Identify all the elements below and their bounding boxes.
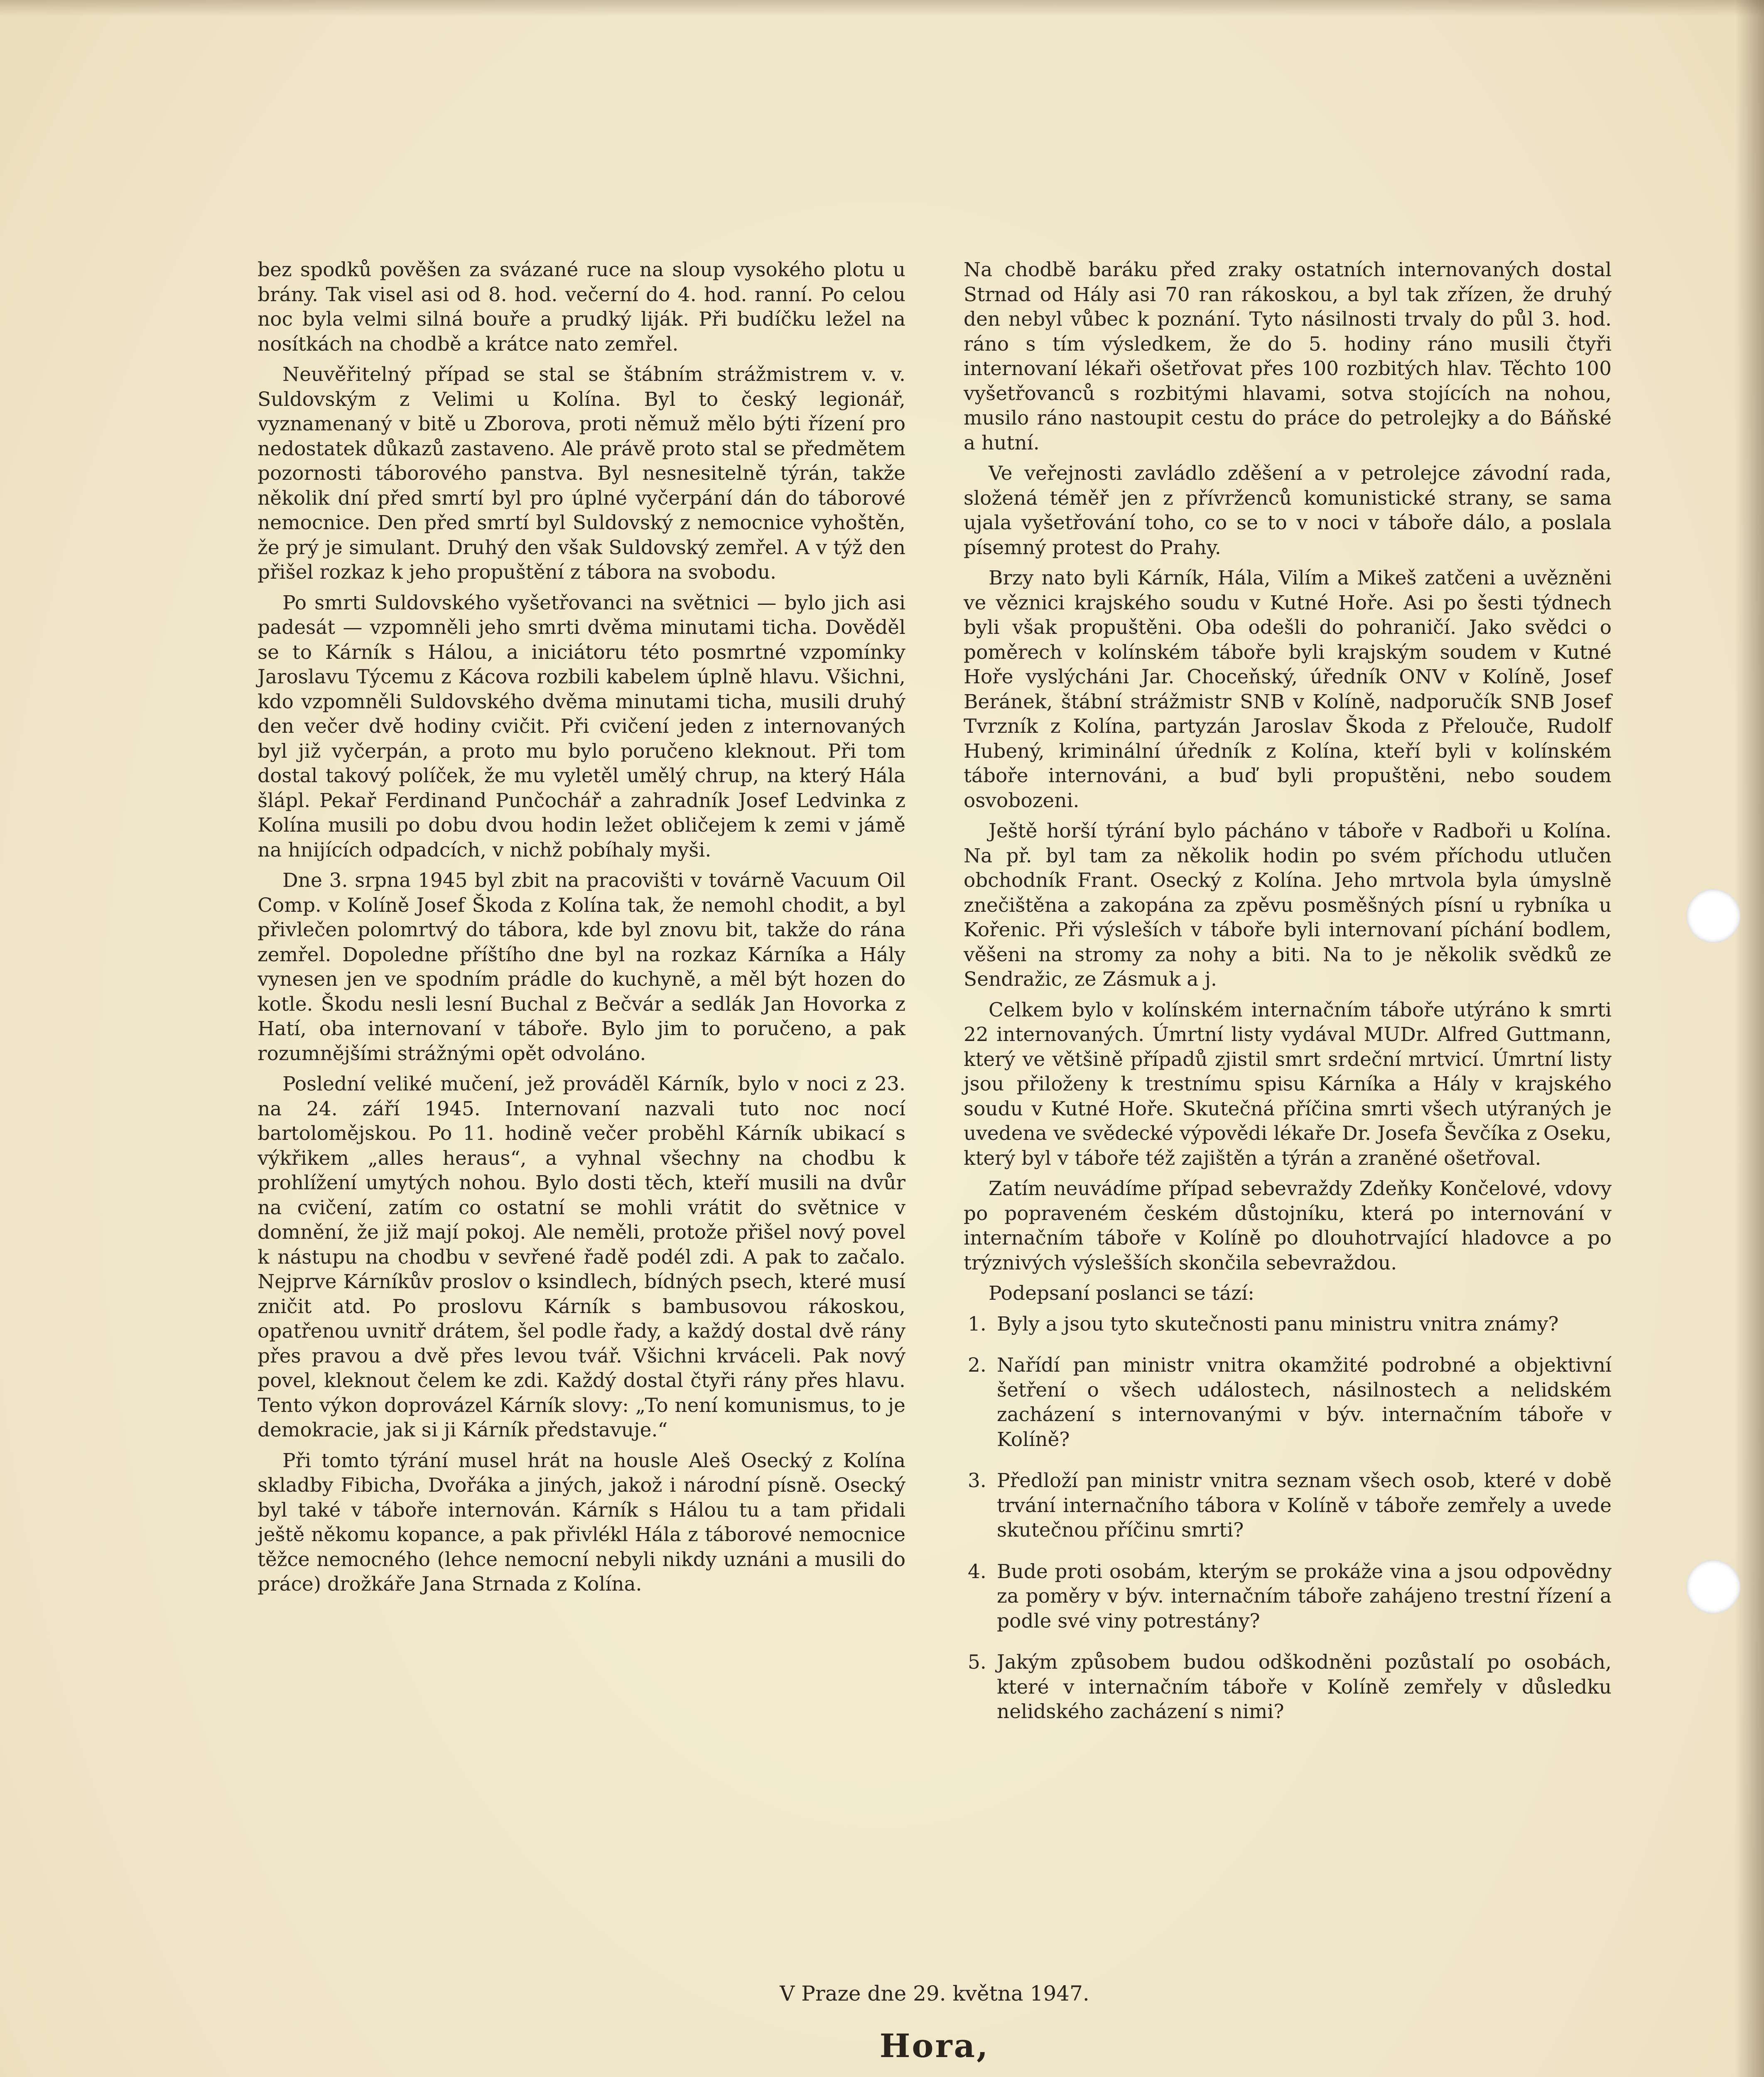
question-item [964,1468,1612,1543]
date-line: V Praze dne 29. května 1947. [780,1981,1089,2006]
question-number: 1. [968,1312,986,1336]
lead-signatory: Hora, [879,2027,990,2065]
question-item [964,1312,1612,1337]
question-number: 4. [968,1560,986,1583]
paragraph: Celkem bylo v kolínském internačním táboře utýráno k smrti 22 internovaných. Úmrtní listy vydával MUDr. Alfred Guttmann, který ve většině případů zjistil smrt srdeční mrtvicí. Úmrtní listy jsou přiloženy k trestnímu spisu Kárníka a Hály v krajského soudu v Kutné Hoře. Skutečná příčina smrti všech utýraných je uvedena ve svědecké výpovědi lékaře Dr. Josefa Ševčíka z Oseku, který byl v táboře též zajištěn a týrán a zraněné ošetřoval. [964,998,1612,1170]
paragraph: Dne 3. srpna 1945 byl zbit na pracovišti v továrně Vacuum Oil Comp. v Kolíně Josef Škoda z Kolína tak, že nemohl chodit, a byl přivlečen polomrtvý do tábora, kde byl znovu bit, takže do rána zemřel. Dopoledne příštího dne byl na rozkaz Kárníka a Hály vynesen jen ve spodním prádle do kuchyně, a měl být hozen do kotle. Škodu nesli lesní Buchal z Bečvár a sedlák Jan Hovorka z Hatí, oba internovaní v táboře. Bylo jim to poručeno, a pak rozumnějšími strážnými opět odvoláno. [258,869,905,1065]
left-column [258,258,905,1741]
paragraph: Na chodbě baráku před zraky ostatních internovaných dostal Strnad od Hály asi 70 ran rákoskou, a byl tak zřízen, že druhý den nebyl vůbec k poznání. Tyto násilnosti trvaly do půl 3. hod. ráno s tím výsledkem, že do 5. hodiny ráno musili čtyři internovaní lékaři ošetřovat přes 100 rozbitých hlav. Těchto 100 vyšetřovanců s rozbitými hlavami, sotva stojících na nohou, musilo ráno nastoupit cestu do práce do petrolejky a do Báňské a hutní. [964,258,1612,454]
paragraph: Brzy nato byli Kárník, Hála, Vilím a Mikeš zatčeni a uvězněni ve věznici krajského soudu v Kutné Hoře. Asi po šesti týdnech byli však propuštěni. Oba odešli do pohraničí. Jako svědci o poměrech v kolínském táboře byli krajským soudem v Kutné Hoře vyslýcháni Jar. Choceňský, úředník ONV v Kolíně, Josef Beránek, štábní strážmistr SNB v Kolíně, nadporučík SNB Josef Tvrzník z Kolína, partyzán Jaroslav Škoda z Přelouče, Rudolf Hubený, kriminální úředník z Kolína, kteří byli v kolínském táboře internováni, a buď byli propuštěni, nebo soudem osvobozeni. [964,567,1612,812]
question-text: Předloží pan ministr vnitra seznam všech osob, které v době trvání internačního tábora v Kolíně v táboře zemřely a uvede skutečnou příčinu smrti? [997,1469,1612,1542]
question-text: Bude proti osobám, kterým se prokáže vina a jsou odpovědny za poměry v býv. internačním táboře zahájeno trestní řízení a podle své viny potrestány? [997,1560,1612,1633]
question-text: Byly a jsou tyto skutečnosti panu ministru vnitra známy? [997,1312,1559,1336]
question-number: 5. [968,1651,986,1674]
paragraph: Ve veřejnosti zavládlo zděšení a v petrolejce závodní rada, složená téměř jen z přívrženců komunistické strany, se sama ujala vyšetřování toho, co se to v noci v táboře dálo, a poslala písemný protest do Prahy. [964,462,1612,559]
question-number: 3. [968,1469,986,1492]
question-text: Jakým způsobem budou odškodněni pozůstalí po osobách, které v internačním táboře v Kolíně zemřely v důsledku nelidského zacházení s nimi? [997,1651,1612,1723]
paragraph: Při tomto týrání musel hrát na housle Aleš Osecký z Kolína skladby Fibicha, Dvořáka a jiných, jakož i národní písně. Osecký byl také v táboře internován. Kárník s Hálou tu a tam přidali ještě někomu kopance, a pak přivlékl Hála z táborové nemocnice těžce nemocného (lehce nemocní nebyli nikdy uznáni a musili do práce) drožkáře Jana Strnada z Kolína. [258,1449,905,1596]
questions-intro: Podepsaní poslanci se tází: [989,1282,1254,1305]
paragraph: Poslední veliké mučení, jež prováděl Kárník, bylo v noci z 23. na 24. září 1945. Internovaní nazvali tuto noc nocí bartolomějskou. Po 11. hodině večer proběhl Kárník ubikací s výkřikem „alles heraus“, a vyhnal všechny na chodbu k prohlížení umytých nohou. Bylo dosti těch, kteří musili na dvůr na cvičení, zatím co ostatní se mohli vrátit do světnice v domnění, že již mají pokoj. Ale neměli, protože přišel nový povel k nástupu na chodbu v sevřené řadě podél zdi. A pak to začalo. Nejprve Kárníkův proslov o ksindlech, bídných psech, které musí zničit atd. Po proslovu Kárník s bambusovou rákoskou, opatřenou uvnitř drátem, šel podle řady, a každý dostal dvě rány přes pravou a dvě přes levou tvář. Všichni krváceli. Pak nový povel, kleknout čelem ke zdi. Každý dostal čtyři rány přes hlavu. Tento výkon doprovázel Kárník slovy: „To není komunismus, to je demokracie, jak si ji Kárník představuje.“ [258,1073,905,1441]
page-top-edge [0,0,1764,17]
question-item [964,1559,1612,1634]
paragraph: Po smrti Suldovského vyšetřovanci na světnici — bylo jich asi padesát — vzpomněli jeho smrti dvěma minutami ticha. Dověděl se to Kárník s Hálou, a iniciátoru této posmrtné vzpomínky Jaroslavu Týcemu z Kácova rozbili kabelem úplně hlavu. Všichni, kdo vzpomněli Suldovského dvěma minutami ticha, musili druhý den večer dvě hodiny cvičit. Při cvičení jeden z internovaných byl již vyčerpán, a proto mu bylo poručeno kleknout. Při tom dostal takový políček, že mu vyletěl umělý chrup, na který Hála šlápl. Pekař Ferdinand Punčochář a zahradník Josef Ledvinka z Kolína musili po dobu dvou hodin ležet obličejem k zemi v jámě na hnijících odpadcích, v nichž pobíhaly myši. [258,591,905,862]
question-number: 2. [968,1354,986,1377]
questions-list [964,1312,1612,1724]
punch-hole [1686,1560,1740,1614]
question-item [964,1353,1612,1452]
paragraph: bez spodků pověšen za svázané ruce na sloup vysokého plotu u brány. Tak visel asi od 8. hod. večerní do 4. hod. ranní. Po celou noc byla velmi silná bouře a prudký liják. Při budíčku ležel na nosítkách na chodbě a krátce nato zemřel. [258,258,905,356]
paragraph: Neuvěřitelný případ se stal se štábním strážmistrem v. v. Suldovským z Velimi u Kolína. Byl to český legionář, vyznamenaný v bitě u Zborova, proti němuž mělo býti řízení pro nedostatek důkazů zastaveno. Ale právě proto stal se předmětem pozornosti táborového panstva. Byl nesnesitelně týrán, takže několik dní před smrtí byl pro úplné vyčerpání dán do táborové nemocnice. Den před smrtí byl Suldovský z nemocnice vyhoštěn, že prý je simulant. Druhý den však Suldovský zemřel. A v týž den přišel rozkaz k jeho propuštění z tábora na svobodu. [258,363,905,584]
right-column [964,258,1612,1741]
page-right-edge [1735,0,1764,2077]
question-item [964,1650,1612,1724]
body-columns [258,258,1612,1741]
paragraph: Ještě horší týrání bylo pácháno v táboře v Radboři u Kolína. Na př. byl tam za několik hodin po svém příchodu utlučen obchodník Frant. Osecký z Kolína. Jeho mrtvola byla úmyslně znečištěna a zakopána za zpěvu posměšných písní u rybníka u Kořenic. Při výsleších v táboře byli internovaní píchání bodlem, věšeni na stromy za nohy a biti. Na to je několik svědků ze Sendražic, ze Zásmuk a j. [964,820,1612,991]
paragraph: Zatím neuvádíme případ sebevraždy Zdeňky Končelové, vdovy po popraveném českém důstojníku, která po internování v internačním táboře v Kolíně po dlouhotrvající hladovce a po trýznivých výslešších skončila sebevraždou. [964,1177,1612,1274]
punch-hole [1686,889,1740,943]
question-text: Nařídí pan ministr vnitra okamžité podrobné a objektivní šetření o všech událostech, násilnostech a nelidském zacházení s internovanými v býv. internačním táboře v Kolíně? [997,1354,1612,1451]
